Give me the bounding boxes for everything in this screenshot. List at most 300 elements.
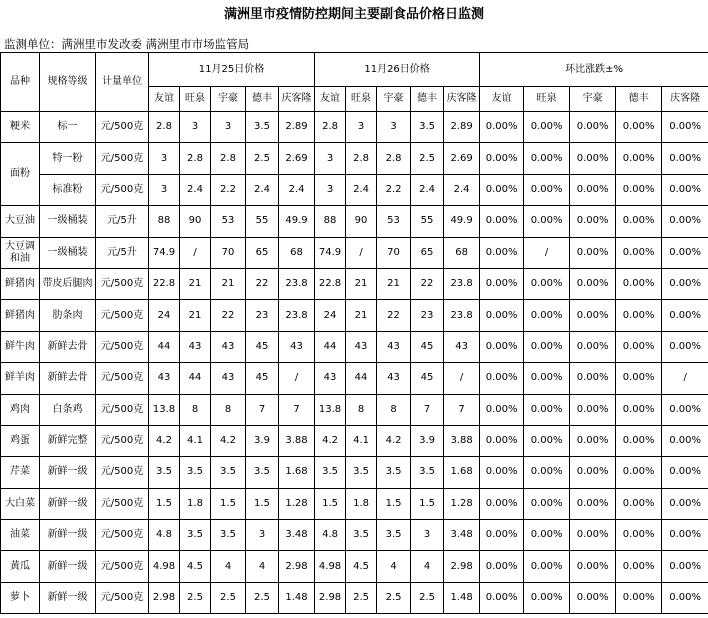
price-day1-cell: 3 bbox=[149, 174, 180, 205]
spec-cell: 新鲜一级 bbox=[40, 551, 96, 582]
spec-cell: 新鲜一级 bbox=[40, 520, 96, 551]
price-day1-cell: 2.69 bbox=[279, 143, 315, 174]
price-day2-cell: 2.8 bbox=[315, 112, 346, 143]
price-day1-cell: 68 bbox=[279, 237, 315, 268]
price-day1-cell: 1.68 bbox=[279, 457, 315, 488]
product-name: 大白菜 bbox=[1, 488, 40, 519]
change-cell: 0.00% bbox=[662, 582, 708, 613]
price-day2-cell: 2.5 bbox=[346, 582, 377, 613]
price-day2-cell: 22.8 bbox=[315, 268, 346, 299]
price-day1-cell: 2.5 bbox=[180, 582, 211, 613]
price-day1-cell: 53 bbox=[211, 206, 246, 237]
price-day2-cell: 4.2 bbox=[315, 425, 346, 456]
price-day1-cell: 1.48 bbox=[279, 582, 315, 613]
change-cell: 0.00% bbox=[480, 206, 524, 237]
spec-cell: 标一 bbox=[40, 112, 96, 143]
change-cell: 0.00% bbox=[662, 174, 708, 205]
price-day2-cell: 90 bbox=[346, 206, 377, 237]
change-cell: / bbox=[524, 237, 570, 268]
change-cell: 0.00% bbox=[524, 394, 570, 425]
price-day1-cell: 2.8 bbox=[180, 143, 211, 174]
unit-cell: 元/500克 bbox=[96, 174, 149, 205]
change-cell: 0.00% bbox=[570, 363, 616, 394]
change-cell: 0.00% bbox=[480, 143, 524, 174]
price-day1-cell: 7 bbox=[246, 394, 279, 425]
change-cell: 0.00% bbox=[616, 394, 662, 425]
change-cell: 0.00% bbox=[616, 143, 662, 174]
price-day2-cell: 3.9 bbox=[411, 425, 444, 456]
price-day1-cell: 4 bbox=[246, 551, 279, 582]
price-day1-cell: 3.5 bbox=[211, 520, 246, 551]
table-row bbox=[1, 206, 708, 237]
monitor-unit: 监测单位：满洲里市发改委 满洲里市市场监管局 bbox=[4, 37, 250, 51]
change-cell: 0.00% bbox=[570, 582, 616, 613]
store-header: 友谊 bbox=[149, 87, 180, 112]
price-day1-cell: 65 bbox=[246, 237, 279, 268]
store-header: 庆客隆 bbox=[444, 87, 480, 112]
price-day2-cell: 2.2 bbox=[377, 174, 411, 205]
store-header: 旺泉 bbox=[346, 87, 377, 112]
store-header: 庆客隆 bbox=[279, 87, 315, 112]
change-cell: 0.00% bbox=[480, 363, 524, 394]
price-day2-cell: 21 bbox=[377, 268, 411, 299]
price-day2-cell: 65 bbox=[411, 237, 444, 268]
price-day1-cell: 43 bbox=[180, 331, 211, 362]
change-cell: 0.00% bbox=[524, 112, 570, 143]
price-day1-cell: 3.9 bbox=[246, 425, 279, 456]
price-day1-cell: 3 bbox=[211, 112, 246, 143]
price-day1-cell: 22.8 bbox=[149, 268, 180, 299]
unit-cell: 元/500克 bbox=[96, 520, 149, 551]
price-day2-cell: 53 bbox=[377, 206, 411, 237]
price-day2-cell: 4 bbox=[411, 551, 444, 582]
change-cell: 0.00% bbox=[616, 331, 662, 362]
change-cell: 0.00% bbox=[480, 300, 524, 331]
table-row bbox=[1, 520, 708, 551]
product-name: 萝卜 bbox=[1, 582, 40, 613]
spec-cell: 特一粉 bbox=[40, 143, 96, 174]
price-day1-cell: 70 bbox=[211, 237, 246, 268]
price-day2-cell: 3.48 bbox=[444, 520, 480, 551]
price-day2-cell: 68 bbox=[444, 237, 480, 268]
product-name: 黄瓜 bbox=[1, 551, 40, 582]
header-unit: 计量单位 bbox=[96, 53, 149, 112]
change-cell: 0.00% bbox=[616, 112, 662, 143]
price-day2-cell: 74.9 bbox=[315, 237, 346, 268]
price-day1-cell: 22 bbox=[246, 268, 279, 299]
price-day2-cell: 3.5 bbox=[346, 457, 377, 488]
change-cell: 0.00% bbox=[570, 174, 616, 205]
change-cell: 0.00% bbox=[480, 582, 524, 613]
change-cell: 0.00% bbox=[662, 143, 708, 174]
price-day1-cell: 3.88 bbox=[279, 425, 315, 456]
change-cell: 0.00% bbox=[480, 488, 524, 519]
price-day1-cell: 13.8 bbox=[149, 394, 180, 425]
change-cell: 0.00% bbox=[480, 331, 524, 362]
spec-cell: 一级桶装 bbox=[40, 237, 96, 268]
price-day2-cell: 55 bbox=[411, 206, 444, 237]
change-cell: 0.00% bbox=[524, 174, 570, 205]
change-cell: 0.00% bbox=[524, 425, 570, 456]
price-day1-cell: 24 bbox=[149, 300, 180, 331]
price-day2-cell: 22 bbox=[411, 268, 444, 299]
header-date-1: 11月25日价格 bbox=[149, 53, 315, 87]
unit-cell: 元/500克 bbox=[96, 551, 149, 582]
table-row bbox=[1, 363, 708, 394]
table-row bbox=[1, 551, 708, 582]
price-day2-cell: 23 bbox=[411, 300, 444, 331]
change-cell: 0.00% bbox=[662, 488, 708, 519]
price-day1-cell: 55 bbox=[246, 206, 279, 237]
table-row bbox=[1, 582, 708, 613]
change-cell: / bbox=[662, 363, 708, 394]
price-day1-cell: 2.4 bbox=[279, 174, 315, 205]
store-header: 德丰 bbox=[246, 87, 279, 112]
change-cell: 0.00% bbox=[524, 268, 570, 299]
price-day1-cell: 43 bbox=[279, 331, 315, 362]
change-cell: 0.00% bbox=[616, 174, 662, 205]
price-day1-cell: 49.9 bbox=[279, 206, 315, 237]
price-day2-cell: 4.8 bbox=[315, 520, 346, 551]
price-day1-cell: 43 bbox=[211, 331, 246, 362]
change-cell: 0.00% bbox=[570, 551, 616, 582]
price-day1-cell: 4.98 bbox=[149, 551, 180, 582]
change-cell: 0.00% bbox=[524, 520, 570, 551]
change-cell: 0.00% bbox=[570, 112, 616, 143]
change-cell: 0.00% bbox=[662, 520, 708, 551]
price-day1-cell: / bbox=[180, 237, 211, 268]
price-day2-cell: 43 bbox=[377, 331, 411, 362]
change-cell: 0.00% bbox=[662, 237, 708, 268]
price-day2-cell: 43 bbox=[346, 331, 377, 362]
price-day2-cell: 3.88 bbox=[444, 425, 480, 456]
price-day2-cell: 2.5 bbox=[411, 143, 444, 174]
price-table bbox=[0, 52, 708, 614]
header-date-2: 11月26日价格 bbox=[315, 53, 480, 87]
price-day1-cell: 2.5 bbox=[211, 582, 246, 613]
change-cell: 0.00% bbox=[524, 488, 570, 519]
change-cell: 0.00% bbox=[524, 300, 570, 331]
table-row bbox=[1, 112, 708, 143]
price-day2-cell: 43 bbox=[444, 331, 480, 362]
change-cell: 0.00% bbox=[662, 331, 708, 362]
change-cell: 0.00% bbox=[570, 425, 616, 456]
price-day2-cell: 3 bbox=[315, 143, 346, 174]
price-day2-cell: 2.4 bbox=[444, 174, 480, 205]
price-day2-cell: 1.5 bbox=[315, 488, 346, 519]
change-cell: 0.00% bbox=[570, 488, 616, 519]
price-day1-cell: 21 bbox=[180, 268, 211, 299]
store-header: 友谊 bbox=[480, 87, 524, 112]
price-day1-cell: 2.8 bbox=[149, 112, 180, 143]
price-day1-cell: 23.8 bbox=[279, 268, 315, 299]
table-row bbox=[1, 300, 708, 331]
change-cell: 0.00% bbox=[616, 520, 662, 551]
price-day2-cell: 8 bbox=[346, 394, 377, 425]
change-cell: 0.00% bbox=[524, 331, 570, 362]
price-day2-cell: 1.68 bbox=[444, 457, 480, 488]
table-row bbox=[1, 237, 708, 268]
price-day2-cell: 24 bbox=[315, 300, 346, 331]
spec-cell: 白条鸡 bbox=[40, 394, 96, 425]
change-cell: 0.00% bbox=[616, 488, 662, 519]
change-cell: 0.00% bbox=[570, 331, 616, 362]
table-row bbox=[1, 174, 708, 205]
price-day2-cell: 88 bbox=[315, 206, 346, 237]
change-cell: 0.00% bbox=[662, 457, 708, 488]
price-day1-cell: 2.98 bbox=[149, 582, 180, 613]
change-cell: 0.00% bbox=[616, 457, 662, 488]
change-cell: 0.00% bbox=[524, 457, 570, 488]
price-day2-cell: 4.1 bbox=[346, 425, 377, 456]
change-cell: 0.00% bbox=[480, 268, 524, 299]
unit-cell: 元/500克 bbox=[96, 331, 149, 362]
store-header: 旺泉 bbox=[524, 87, 570, 112]
unit-cell: 元/500克 bbox=[96, 488, 149, 519]
store-header: 宇豪 bbox=[377, 87, 411, 112]
table-row bbox=[1, 488, 708, 519]
price-day1-cell: 3.5 bbox=[180, 520, 211, 551]
price-day2-cell: 43 bbox=[377, 363, 411, 394]
change-cell: 0.00% bbox=[570, 457, 616, 488]
store-header: 旺泉 bbox=[180, 87, 211, 112]
spec-cell: 新鲜完整 bbox=[40, 425, 96, 456]
change-cell: 0.00% bbox=[570, 394, 616, 425]
price-day2-cell: 3 bbox=[346, 112, 377, 143]
price-day1-cell: 1.5 bbox=[149, 488, 180, 519]
price-day2-cell: 4.98 bbox=[315, 551, 346, 582]
price-day1-cell: 4.5 bbox=[180, 551, 211, 582]
change-cell: 0.00% bbox=[662, 206, 708, 237]
price-day2-cell: 1.5 bbox=[411, 488, 444, 519]
change-cell: 0.00% bbox=[480, 457, 524, 488]
product-name: 面粉 bbox=[1, 143, 40, 206]
table-body bbox=[1, 53, 708, 614]
spec-cell: 新鲜一级 bbox=[40, 457, 96, 488]
price-day2-cell: 2.89 bbox=[444, 112, 480, 143]
change-cell: 0.00% bbox=[570, 300, 616, 331]
price-day1-cell: 2.2 bbox=[211, 174, 246, 205]
price-day2-cell: 45 bbox=[411, 331, 444, 362]
store-header: 宇豪 bbox=[570, 87, 616, 112]
price-day2-cell: 3.5 bbox=[315, 457, 346, 488]
store-header: 庆客隆 bbox=[662, 87, 708, 112]
price-day2-cell: 1.28 bbox=[444, 488, 480, 519]
price-day1-cell: 45 bbox=[246, 363, 279, 394]
change-cell: 0.00% bbox=[524, 363, 570, 394]
change-cell: 0.00% bbox=[570, 206, 616, 237]
price-day2-cell: 49.9 bbox=[444, 206, 480, 237]
price-day1-cell: 43 bbox=[211, 363, 246, 394]
price-day2-cell: 70 bbox=[377, 237, 411, 268]
change-cell: 0.00% bbox=[480, 551, 524, 582]
price-day2-cell: 13.8 bbox=[315, 394, 346, 425]
price-day2-cell: 2.5 bbox=[411, 582, 444, 613]
price-day2-cell: 3 bbox=[377, 112, 411, 143]
price-day2-cell: 7 bbox=[444, 394, 480, 425]
change-cell: 0.00% bbox=[616, 363, 662, 394]
change-cell: 0.00% bbox=[662, 425, 708, 456]
price-day1-cell: 2.8 bbox=[211, 143, 246, 174]
table-row bbox=[1, 457, 708, 488]
price-day2-cell: 4 bbox=[377, 551, 411, 582]
price-day1-cell: 3 bbox=[180, 112, 211, 143]
store-header: 友谊 bbox=[315, 87, 346, 112]
price-day1-cell: 8 bbox=[180, 394, 211, 425]
change-cell: 0.00% bbox=[480, 174, 524, 205]
table-row bbox=[1, 425, 708, 456]
change-cell: 0.00% bbox=[570, 143, 616, 174]
store-header: 德丰 bbox=[616, 87, 662, 112]
change-cell: 0.00% bbox=[662, 112, 708, 143]
change-cell: 0.00% bbox=[662, 394, 708, 425]
spec-cell: 标准粉 bbox=[40, 174, 96, 205]
price-day2-cell: 2.69 bbox=[444, 143, 480, 174]
product-name: 大豆调和油 bbox=[1, 237, 40, 268]
header-spec: 规格等级 bbox=[40, 53, 96, 112]
change-cell: 0.00% bbox=[524, 551, 570, 582]
change-cell: 0.00% bbox=[616, 300, 662, 331]
price-day2-cell: 2.4 bbox=[411, 174, 444, 205]
change-cell: 0.00% bbox=[616, 582, 662, 613]
price-day2-cell: / bbox=[346, 237, 377, 268]
price-day1-cell: 2.4 bbox=[246, 174, 279, 205]
unit-cell: 元/500克 bbox=[96, 268, 149, 299]
change-cell: 0.00% bbox=[480, 112, 524, 143]
product-name: 芹菜 bbox=[1, 457, 40, 488]
product-name: 鸡蛋 bbox=[1, 425, 40, 456]
store-header: 宇豪 bbox=[211, 87, 246, 112]
change-cell: 0.00% bbox=[616, 425, 662, 456]
price-day1-cell: 4 bbox=[211, 551, 246, 582]
change-cell: 0.00% bbox=[570, 520, 616, 551]
unit-cell: 元/500克 bbox=[96, 394, 149, 425]
table-row bbox=[1, 331, 708, 362]
price-day2-cell: 7 bbox=[411, 394, 444, 425]
price-day2-cell: 3 bbox=[411, 520, 444, 551]
price-day2-cell: 8 bbox=[377, 394, 411, 425]
spec-cell: 一级桶装 bbox=[40, 206, 96, 237]
price-day1-cell: 4.8 bbox=[149, 520, 180, 551]
page-title: 满洲里市疫情防控期间主要副食品价格日监测 bbox=[223, 7, 484, 22]
price-day1-cell: 7 bbox=[279, 394, 315, 425]
price-day2-cell: / bbox=[444, 363, 480, 394]
spec-cell: 新鲜去骨 bbox=[40, 363, 96, 394]
unit-cell: 元/500克 bbox=[96, 582, 149, 613]
product-name: 大豆油 bbox=[1, 206, 40, 237]
change-cell: 0.00% bbox=[480, 520, 524, 551]
price-day1-cell: 3.5 bbox=[180, 457, 211, 488]
unit-cell: 元/500克 bbox=[96, 425, 149, 456]
price-day1-cell: 22 bbox=[211, 300, 246, 331]
change-cell: 0.00% bbox=[662, 300, 708, 331]
change-cell: 0.00% bbox=[616, 551, 662, 582]
change-cell: 0.00% bbox=[524, 143, 570, 174]
price-day2-cell: 2.4 bbox=[346, 174, 377, 205]
price-day2-cell: 4.5 bbox=[346, 551, 377, 582]
price-day2-cell: 3.5 bbox=[346, 520, 377, 551]
price-day2-cell: 21 bbox=[346, 268, 377, 299]
price-day2-cell: 1.48 bbox=[444, 582, 480, 613]
price-day1-cell: 45 bbox=[246, 331, 279, 362]
price-day1-cell: 21 bbox=[180, 300, 211, 331]
price-day1-cell: 4.2 bbox=[211, 425, 246, 456]
unit-cell: 元/500克 bbox=[96, 112, 149, 143]
unit-cell: 元/500克 bbox=[96, 300, 149, 331]
change-cell: 0.00% bbox=[480, 394, 524, 425]
header-product: 品种 bbox=[1, 53, 40, 112]
store-header: 德丰 bbox=[411, 87, 444, 112]
price-day1-cell: 1.28 bbox=[279, 488, 315, 519]
price-day1-cell: 88 bbox=[149, 206, 180, 237]
product-name: 鲜猪肉 bbox=[1, 268, 40, 299]
price-day2-cell: 1.8 bbox=[346, 488, 377, 519]
price-day2-cell: 23.8 bbox=[444, 300, 480, 331]
price-day2-cell: 23.8 bbox=[444, 268, 480, 299]
product-name: 油菜 bbox=[1, 520, 40, 551]
price-day1-cell: 23.8 bbox=[279, 300, 315, 331]
price-day1-cell: 90 bbox=[180, 206, 211, 237]
change-cell: 0.00% bbox=[662, 268, 708, 299]
price-day2-cell: 2.5 bbox=[377, 582, 411, 613]
price-day1-cell: 3 bbox=[246, 520, 279, 551]
table-row bbox=[1, 394, 708, 425]
price-day1-cell: 3.5 bbox=[246, 457, 279, 488]
price-day1-cell: 2.5 bbox=[246, 143, 279, 174]
price-day2-cell: 3.5 bbox=[377, 520, 411, 551]
price-day1-cell: 2.89 bbox=[279, 112, 315, 143]
price-day2-cell: 2.98 bbox=[315, 582, 346, 613]
spec-cell: 肋条肉 bbox=[40, 300, 96, 331]
price-day1-cell: 1.8 bbox=[180, 488, 211, 519]
product-name: 鸡肉 bbox=[1, 394, 40, 425]
price-day2-cell: 22 bbox=[377, 300, 411, 331]
price-day1-cell: 3.5 bbox=[246, 112, 279, 143]
price-day2-cell: 21 bbox=[346, 300, 377, 331]
price-day1-cell: 3.5 bbox=[211, 457, 246, 488]
change-cell: 0.00% bbox=[524, 582, 570, 613]
price-day1-cell: 3.48 bbox=[279, 520, 315, 551]
price-day1-cell: 8 bbox=[211, 394, 246, 425]
change-cell: 0.00% bbox=[524, 206, 570, 237]
table-row bbox=[1, 143, 708, 174]
spec-cell: 带皮后腿肉 bbox=[40, 268, 96, 299]
product-name: 鲜牛肉 bbox=[1, 331, 40, 362]
product-name: 鲜羊肉 bbox=[1, 363, 40, 394]
price-day1-cell: 3.5 bbox=[149, 457, 180, 488]
change-cell: 0.00% bbox=[616, 206, 662, 237]
price-day2-cell: 44 bbox=[315, 331, 346, 362]
product-name: 鲜猪肉 bbox=[1, 300, 40, 331]
price-day1-cell: 23 bbox=[246, 300, 279, 331]
header-change: 环比涨跌±% bbox=[480, 53, 708, 87]
price-day2-cell: 4.2 bbox=[377, 425, 411, 456]
price-day1-cell: / bbox=[279, 363, 315, 394]
change-cell: 0.00% bbox=[570, 268, 616, 299]
unit-cell: 元/500克 bbox=[96, 143, 149, 174]
change-cell: 0.00% bbox=[616, 268, 662, 299]
price-day1-cell: 4.1 bbox=[180, 425, 211, 456]
price-day2-cell: 45 bbox=[411, 363, 444, 394]
price-day1-cell: 3 bbox=[149, 143, 180, 174]
unit-cell: 元/5升 bbox=[96, 206, 149, 237]
change-cell: 0.00% bbox=[616, 237, 662, 268]
price-day1-cell: 4.2 bbox=[149, 425, 180, 456]
price-day2-cell: 2.8 bbox=[377, 143, 411, 174]
price-day1-cell: 1.5 bbox=[211, 488, 246, 519]
price-day2-cell: 44 bbox=[346, 363, 377, 394]
price-day1-cell: 21 bbox=[211, 268, 246, 299]
